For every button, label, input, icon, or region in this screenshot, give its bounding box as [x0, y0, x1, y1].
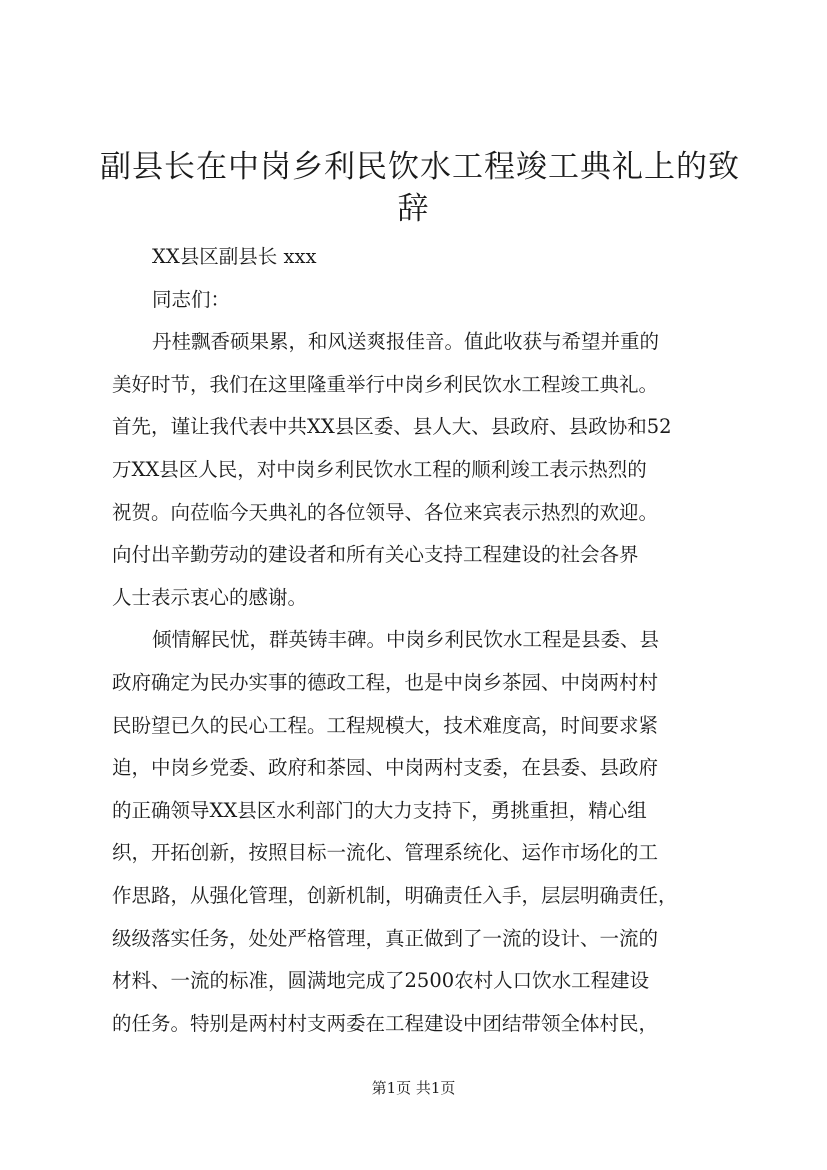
salutation-line [112, 279, 742, 322]
document-title [100, 146, 740, 230]
paragraph-line: 作思路，从强化管理，创新机制，明确责任入手，层层明确责任， [112, 883, 678, 907]
paragraph-line: 民盼望已久的民心工程。工程规模大，技术难度高，时间要求紧 [112, 713, 659, 737]
author-line [112, 236, 742, 279]
paragraph-line: 材料、一流的标准，圆满地完成了2500农村人口饮水工程建设 [112, 969, 650, 993]
paragraph-line: 向付出辛勤劳动的建设者和所有关心支持工程建设的社会各界 [112, 543, 639, 567]
paragraph-1 [112, 321, 742, 619]
paragraph-line: 万XX县区人民，对中岗乡利民饮水工程的顺利竣工表示热烈的 [112, 457, 647, 481]
paragraph-2 [112, 619, 742, 1045]
paragraph-line: 首先，谨让我代表中共XX县区委、县人大、县政府、县政协和52 [112, 415, 672, 439]
paragraph-line: 织，开拓创新，按照目标一流化、管理系统化、运作市场化的工 [112, 841, 659, 865]
paragraph-line: 的任务。特别是两村村支两委在工程建设中团结带领全体村民， [112, 1011, 659, 1035]
author-text: XX县区副县长 xxx [152, 245, 317, 268]
paragraph-line: 的正确领导XX县区水利部门的大力支持下，勇挑重担，精心组 [112, 798, 647, 822]
paragraph-line: 迫，中岗乡党委、政府和茶园、中岗两村支委，在县委、县政府 [112, 756, 659, 780]
paragraph-line: 倾情解民忧，群英铸丰碑。中岗乡利民饮水工程是县委、县 [152, 628, 660, 652]
paragraph-line: 丹桂飘香硕果累，和风送爽报佳音。值此收获与希望并重的 [152, 330, 660, 354]
paragraph-line: 政府确定为民办实事的德政工程，也是中岗乡茶园、中岗两村村 [112, 670, 659, 694]
salutation-text: 同志们： [152, 287, 231, 311]
paragraph-line: 美好时节，我们在这里隆重举行中岗乡利民饮水工程竣工典礼。 [112, 372, 659, 396]
paragraph-line: 祝贺。向莅临今天典礼的各位领导、各位来宾表示热烈的欢迎。 [112, 500, 659, 524]
paragraph-line: 人士表示衷心的感谢。 [112, 585, 308, 609]
paragraph-line: 级级落实任务，处处严格管理，真正做到了一流的设计、一流的 [112, 926, 659, 950]
title-line-2: 辞 [397, 191, 430, 227]
document-body [112, 236, 742, 1045]
page-number: 第1页 共1页 [371, 1079, 456, 1097]
page-footer [0, 1078, 827, 1098]
title-line-1: 副县长在中岗乡利民饮水工程竣工典礼上的致 [100, 149, 740, 185]
